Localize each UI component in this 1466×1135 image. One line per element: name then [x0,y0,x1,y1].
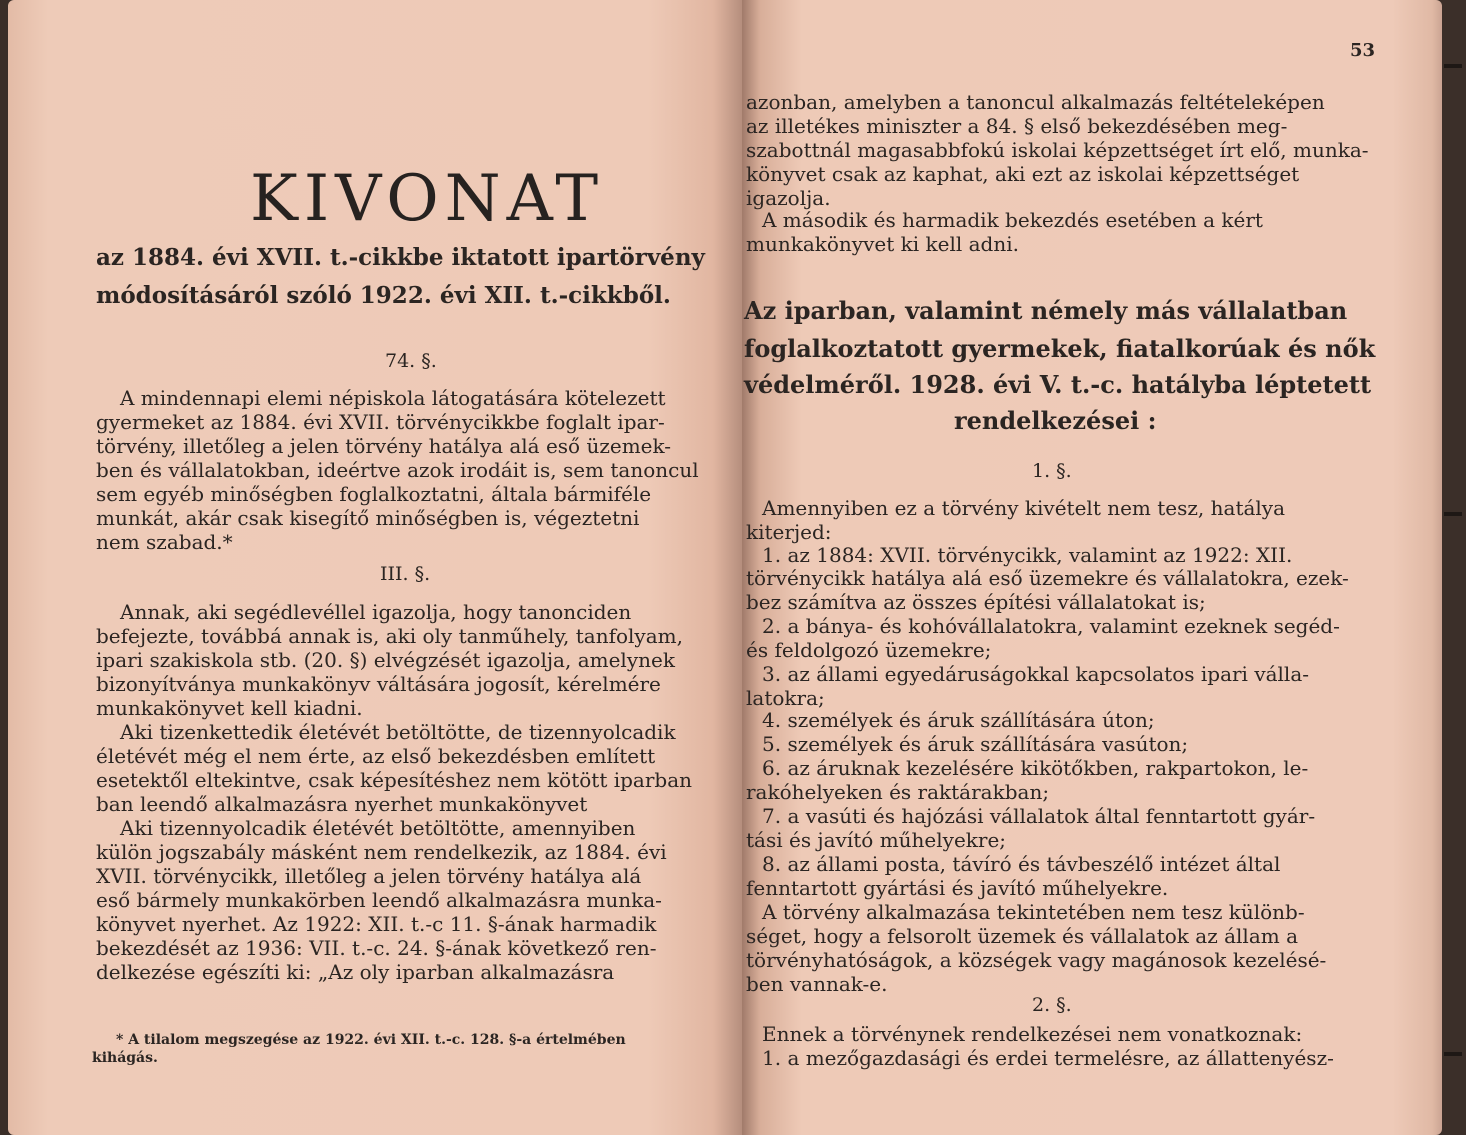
text-line: bez számítva az összes építési vállalatokat is; [746,590,1206,614]
text-line: azonban, amelyben a tanoncul alkalmazás feltételeképen [746,90,1325,114]
text-line: rakóhelyeken és raktárakban; [746,780,1050,804]
subtitle-line-2: módosításáról szóló 1922. évi XII. t.-cikkből. [96,282,671,309]
text-line: munkát, akár csak kisegítő minőségben is, végeztetni [96,506,640,530]
text-line: esetektől eltekintve, csak képesítéshez nem kötött iparban [96,768,693,792]
text-line: Ennek a törvénynek rendelkezései nem vonatkoznak: [762,1022,1303,1046]
text-line: igazolja. [746,186,831,210]
text-line: nem szabad.* [96,530,233,554]
text-line: tási és javító műhelyekre; [746,828,1007,852]
section-heading-2: 2. §. [1032,994,1072,1016]
text-line: Amennyiben ez a törvény kivételt nem tesz, hatálya [762,496,1286,520]
text-line: munkakönyvet ki kell adni. [746,232,1019,256]
text-line: 1. a mezőgazdasági és erdei termelésre, az állattenyész- [762,1046,1334,1070]
text-line: gyermeket az 1884. évi XVII. törvénycikkbe foglalt ipar- [96,410,665,434]
text-line: bizonyítványa munkakönyv váltására jogosít, kérelmére [96,672,661,696]
text-line: ipari szakiskola stb. (20. §) elvégzését igazolja, amelynek [96,648,675,672]
right-page [742,0,1442,1135]
text-line: sem egyéb minőségben foglalkoztatni, általa bármiféle [96,482,652,506]
text-line: 2. a bánya- és kohóvállalatokra, valamint ezeknek segéd- [762,614,1340,638]
footnote-line-2: kihágás. [92,1050,158,1066]
text-line: 6. az áruknak kezelésére kikötőkben, rakpartokon, le- [762,756,1309,780]
text-line: könyvet csak az kaphat, aki ezt az iskolai képzettséget [746,162,1300,186]
document-title: KIVONAT [250,162,605,236]
text-line: szabottnál magasabbfokú iskolai képzettséget írt elő, munka- [746,138,1369,162]
text-line: munkakönyvet kell kiadni. [96,696,363,720]
text-line: Annak, aki segédlevéllel igazolja, hogy tanonciden [120,600,632,624]
edge-mark [1444,64,1462,68]
text-line: bekezdését az 1936: VII. t.-c. 24. §-ának következő ren- [96,936,657,960]
text-line: A törvény alkalmazása tekintetében nem tesz különb- [762,900,1305,924]
text-line: delkezése egészíti ki: „Az oly iparban alkalmazásra [96,960,615,984]
text-line: törvény, illetőleg a jelen törvény hatálya alá eső üzemek- [96,434,672,458]
text-line: külön jogszabály másként nem rendelkezik, az 1884. évi [96,840,667,864]
heading-line: Az iparban, valamint némely más vállalatban [744,296,1348,325]
edge-mark [1444,512,1462,516]
text-line: 8. az állami posta, távíró és távbeszélő intézet által [762,852,1281,876]
text-line: törvényhatóságok, a községek vagy magánosok kezelésé- [746,948,1327,972]
text-line: életévét még el nem érte, az első bekezdésben említett [96,744,656,768]
heading-line: védelméről. 1928. évi V. t.-c. hatályba léptetett [744,370,1372,399]
text-line: ben vannak-e. [746,972,888,996]
text-line: az illetékes miniszter a 84. § első bekezdésében meg- [746,114,1288,138]
text-line: kiterjed: [746,520,832,544]
heading-line: foglalkoztatott gyermekek, fiatalkorúak és nők [744,334,1376,363]
text-line: A második és harmadik bekezdés esetében a kért [762,208,1263,232]
text-line: ban leendő alkalmazásra nyerhet munkakönyvet [96,792,588,816]
section-heading-1: 1. §. [1032,460,1072,482]
text-line: 3. az állami egyedáruságokkal kapcsolatos ipari válla- [762,662,1310,686]
footnote-line-1: * A tilalom megszegése az 1922. évi XII. t.-c. 128. §-a értelmében [116,1032,626,1048]
text-line: eső bármely munkakörben leendő alkalmazásra munka- [96,888,662,912]
text-line: ben és vállalatokban, ideértve azok irodáit is, sem tanoncul [96,458,699,482]
text-line: törvénycikk hatálya alá eső üzemekre és vállalatokra, ezek- [746,566,1349,590]
book-edge [1442,0,1466,1135]
text-line: 4. személyek és áruk szállítására úton; [762,708,1155,732]
text-line: séget, hogy a felsorolt üzemek és vállalatok az állam a [746,924,1298,948]
text-line: befejezte, továbbá annak is, aki oly tanműhely, tanfolyam, [96,624,683,648]
heading-line: rendelkezései : [954,406,1157,435]
text-line: A mindennapi elemi népiskola látogatására kötelezett [120,386,666,410]
text-line: Aki tizenkettedik életévét betöltötte, de tizennyolcadik [120,720,676,744]
text-line: könyvet nyerhet. Az 1922: XII. t.-c 11. §-ának harmadik [96,912,657,936]
text-line: és feldolgozó üzemekre; [746,638,992,662]
text-line: 1. az 1884: XVII. törvénycikk, valamint az 1922: XII. [762,543,1293,567]
text-line: fenntartott gyártási és javító műhelyekre. [746,876,1169,900]
text-line: XVII. törvénycikk, illetőleg a jelen törvény hatálya alá [96,864,642,888]
section-heading-111: III. §. [380,563,431,585]
section-heading-74: 74. §. [385,350,437,372]
page-number: 53 [1350,40,1376,61]
text-line: latokra; [746,686,825,710]
text-line: 7. a vasúti és hajózási vállalatok által fenntartott gyár- [762,804,1316,828]
text-line: Aki tizennyolcadik életévét betöltötte, amennyiben [120,816,636,840]
subtitle-line-1: az 1884. évi XVII. t.-cikkbe iktatott ipartörvény [96,244,705,271]
edge-mark [1444,1052,1462,1056]
left-page [8,0,742,1135]
text-line: 5. személyek és áruk szállítására vasúton; [762,732,1189,756]
